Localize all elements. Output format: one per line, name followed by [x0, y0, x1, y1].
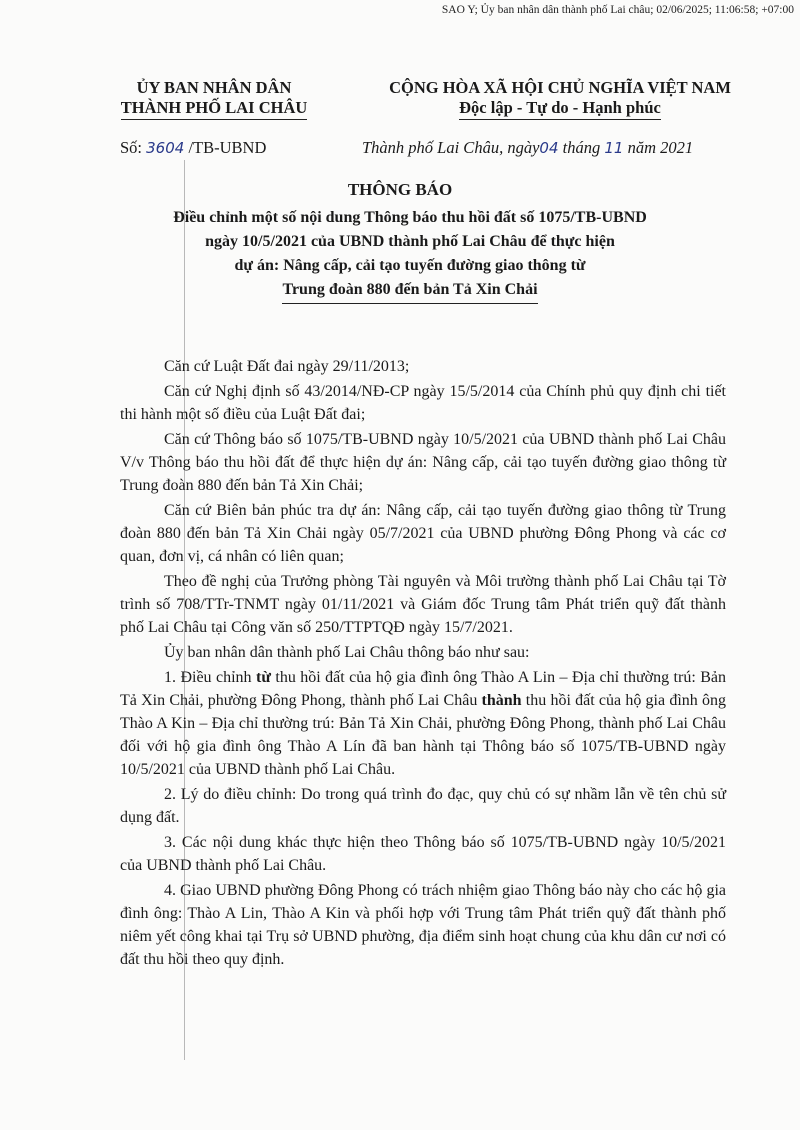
document-date: [362, 138, 693, 158]
item-1-part-c: thu hồi đất của hộ gia đình ông Thào A Lin – Địa chỉ thường trú: Bản Tả Xin Chải, phường Đông Phong, thành phố Lai Châu: [120, 669, 726, 709]
date-month: 11: [604, 139, 624, 157]
doc-number-handwritten: 3604: [146, 139, 185, 157]
document-subtitle: [150, 206, 670, 304]
date-day: 04: [539, 139, 559, 157]
subtitle-line-3: dự án: Nâng cấp, cải tạo tuyến đường giao thông từ: [234, 257, 586, 274]
item-1-part-a: 1. Điều chỉnh: [164, 669, 256, 686]
document-title: THÔNG BÁO: [347, 180, 453, 199]
paragraph-item-2: 2. Lý do điều chỉnh: Do trong quá trình đo đạc, quy chủ có sự nhầm lẫn về tên chủ sử dụng đất.: [120, 786, 726, 826]
subtitle-line-4: Trung đoàn 880 đến bản Tả Xin Chải: [282, 278, 537, 304]
paragraph-legal-basis-2: Căn cứ Nghị định số 43/2014/NĐ-CP ngày 15/5/2014 của Chính phủ quy định chi tiết thi hành một số điều của Luật Đất đai;: [120, 383, 726, 423]
paragraph-item-1: [120, 666, 726, 781]
item-1-part-e: thu hồi đất của hộ gia đình ông Thào A Kin – Địa chỉ thường trú: Bản Tả Xin Chải, phường Đông Phong, thành phố Lai Châu đối với hộ gia đình ông Thào A Lín đã ban hành tại Thông báo số 1075/TB-UBND ngày 10/5/2021 của UBND thành phố Lai Châu.: [120, 692, 726, 778]
doc-number-prefix: Số:: [120, 138, 147, 157]
motto: Độc lập - Tự do - Hạnh phúc: [459, 98, 661, 120]
doc-number-suffix: /TB-UBND: [184, 138, 267, 157]
date-part-2: tháng: [558, 138, 605, 157]
paragraph-item-3: 3. Các nội dung khác thực hiện theo Thông báo số 1075/TB-UBND ngày 10/5/2021 của UBND thành phố Lai Châu.: [120, 834, 726, 874]
document-body: [120, 355, 726, 973]
item-1-part-d: thành: [481, 692, 522, 709]
date-part-3: năm 2021: [623, 138, 694, 157]
agency-line-1: ỦY BAN NHÂN DÂN: [136, 78, 292, 97]
digital-copy-stamp: SAO Y; Ủy ban nhân dân thành phố Lai châu; 02/06/2025; 11:06:58; +07:00: [441, 4, 794, 16]
agency-header: [94, 78, 334, 120]
paragraph-legal-basis-3: Căn cứ Thông báo số 1075/TB-UBND ngày 10/5/2021 của UBND thành phố Lai Châu V/v Thông báo thu hồi đất để thực hiện dự án: Nâng cấp, cải tạo tuyến đường giao thông từ Trung đoàn 880 đến bản Tả Xin Chải;: [120, 431, 726, 494]
nation-line-1: CỘNG HÒA XÃ HỘI CHỦ NGHĨA VIỆT NAM: [389, 78, 731, 97]
national-header: [350, 78, 770, 120]
subtitle-line-2: ngày 10/5/2021 của UBND thành phố Lai Châu để thực hiện: [205, 233, 615, 250]
document-number: [120, 138, 266, 158]
item-1-part-b: từ: [256, 669, 271, 686]
paragraph-legal-basis-4: Căn cứ Biên bản phúc tra dự án: Nâng cấp, cải tạo tuyến đường giao thông từ Trung đoàn 880 đến bản Tả Xin Chải ngày 05/7/2021 của UBND phường Đông Phong và các cơ quan, đơn vị, cá nhân có liên quan;: [120, 502, 726, 565]
paragraph-item-4: 4. Giao UBND phường Đông Phong có trách nhiệm giao Thông báo này cho các hộ gia đình ông: Thào A Lin, Thào A Kin và phối hợp với Trung tâm Phát triển quỹ đất thành phố niêm yết công khai tại Trụ sở UBND phường, địa điểm sinh hoạt chung của khu dân cư nơi có đất thu hồi theo quy định.: [120, 882, 726, 968]
date-part-1: Thành phố Lai Châu, ngày: [362, 138, 540, 157]
agency-line-2: THÀNH PHỐ LAI CHÂU: [121, 98, 308, 120]
subtitle-line-1: Điều chỉnh một số nội dung Thông báo thu hồi đất số 1075/TB-UBND: [173, 209, 647, 226]
paragraph-legal-basis-1: Căn cứ Luật Đất đai ngày 29/11/2013;: [164, 358, 410, 375]
paragraph-announcement: Ủy ban nhân dân thành phố Lai Châu thông báo như sau:: [164, 644, 530, 661]
paragraph-proposal: Theo đề nghị của Trưởng phòng Tài nguyên và Môi trường thành phố Lai Châu tại Tờ trình số 708/TTr-TNMT ngày 01/11/2021 và Giám đốc Trung tâm Phát triển quỹ đất thành phố Lai Châu tại Công văn số 250/TTPTQĐ ngày 15/7/2021.: [120, 573, 726, 636]
